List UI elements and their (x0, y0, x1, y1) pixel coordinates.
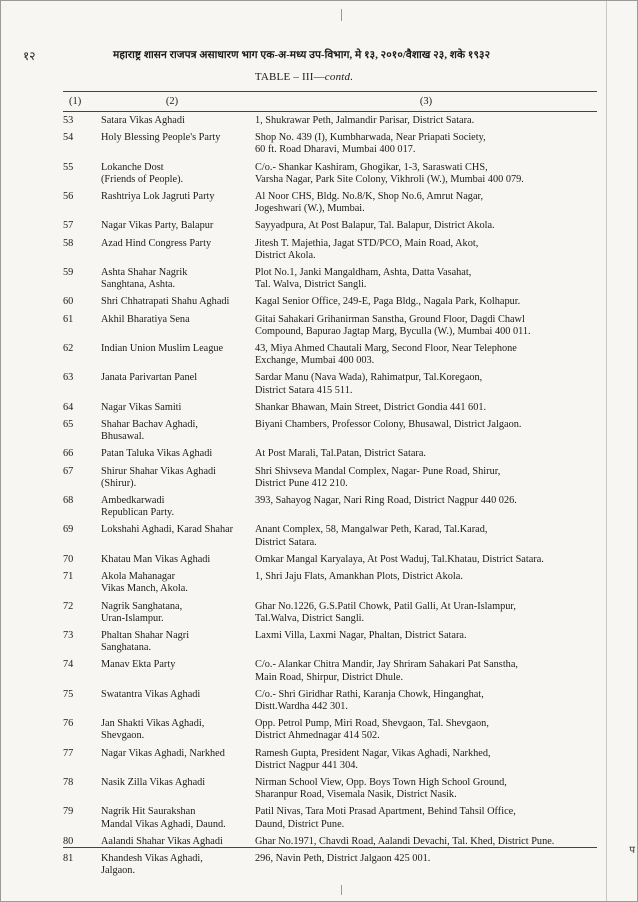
party-name (89, 745, 255, 774)
table-row (63, 745, 597, 774)
serial-number: 59 (63, 267, 74, 279)
serial-number: 64 (63, 401, 74, 413)
party-address (255, 311, 597, 340)
party-name-line: Ashta Shahar Nagrik (101, 267, 188, 279)
party-name-line: Vikas Manch, Akola. (101, 583, 188, 595)
party-name (89, 850, 255, 879)
party-name-line: Khatau Man Vikas Aghadi (101, 553, 211, 565)
serial-number: 81 (63, 852, 74, 864)
party-address (255, 803, 597, 832)
party-address (255, 492, 597, 521)
party-name-line: Nagrik Sanghatana, (101, 600, 183, 612)
party-name-line: Nagar Vikas Party, Balapur (101, 220, 214, 232)
table-row (63, 803, 597, 832)
table-row (63, 159, 597, 188)
table-row (63, 264, 597, 293)
party-name-line: Manav Ekta Party (101, 659, 176, 671)
party-name-line: Uran-Islampur. (101, 612, 164, 624)
table-row (63, 627, 597, 656)
table-row (63, 463, 597, 492)
party-address (255, 235, 597, 264)
address-line: District Satara 415 511. (255, 384, 353, 396)
serial-number: 73 (63, 629, 74, 641)
table-row (63, 686, 597, 715)
table-row (63, 656, 597, 685)
party-name (89, 627, 255, 656)
party-name-line: (Friends of People). (101, 173, 184, 185)
serial-number: 71 (63, 571, 74, 583)
party-name (89, 774, 255, 803)
address-line: Omkar Mangal Karyalaya, At Post Waduj, Tal.Khatau, District Satara. (255, 553, 544, 565)
serial-number: 70 (63, 553, 74, 565)
address-line: Nirman School View, Opp. Boys Town High School Ground, (255, 776, 507, 788)
margin-mark: प (629, 845, 635, 856)
party-name (89, 521, 255, 550)
table-row (63, 293, 597, 310)
party-name (89, 217, 255, 234)
serial-number: 68 (63, 495, 74, 507)
address-line: C/o.- Alankar Chitra Mandir, Jay Shriram Sahakari Pat Sanstha, (255, 659, 518, 671)
address-line: Distt.Wardha 442 301. (255, 700, 348, 712)
serial-number: 63 (63, 372, 74, 384)
party-address (255, 715, 597, 744)
party-address (255, 850, 597, 879)
party-name (89, 463, 255, 492)
address-line: At Post Marali, Tal.Patan, District Satara. (255, 448, 426, 460)
table-row (63, 399, 597, 416)
party-address (255, 112, 597, 130)
party-name-line: Jalgaon. (101, 865, 136, 877)
serial-number: 55 (63, 161, 74, 173)
address-line: Shop No. 439 (I), Kumbharwada, Near Priapati Society, (255, 132, 486, 144)
address-line: Al Noor CHS, Bldg. No.8/K, Shop No.6, Amrut Nagar, (255, 191, 484, 203)
party-name-line: Azad Hind Congress Party (101, 237, 212, 249)
party-name (89, 235, 255, 264)
table-header-row (63, 92, 597, 112)
page-header (23, 45, 597, 65)
address-line: Ghar No.1226, G.S.Patil Chowk, Patil Galli, At Uran-Islampur, (255, 600, 516, 612)
party-address (255, 598, 597, 627)
address-line: District Pune 412 210. (255, 477, 348, 489)
party-name-line: Aalandi Shahar Vikas Aghadi (101, 835, 223, 847)
serial-number: 60 (63, 296, 74, 308)
party-address (255, 445, 597, 462)
column-header-3: (3) (255, 92, 597, 112)
serial-number: 66 (63, 448, 74, 460)
address-line: 393, Sahayog Nagar, Nari Ring Road, District Nagpur 440 026. (255, 495, 517, 507)
party-name-line: Khandesh Vikas Aghadi, (101, 852, 203, 864)
party-name-line: Akola Mahanagar (101, 571, 176, 583)
party-name (89, 264, 255, 293)
column-header-2: (2) (89, 92, 255, 112)
party-name-line: Akhil Bharatiya Sena (101, 313, 190, 325)
address-line: 1, Shri Jaju Flats, Amankhan Plots, District Akola. (255, 571, 463, 583)
party-address (255, 774, 597, 803)
table-body (63, 112, 597, 880)
crop-mark-top (341, 9, 342, 21)
party-address (255, 627, 597, 656)
address-line: Jitesh T. Majethia, Jagat STD/PCO, Main Road, Akot, (255, 237, 479, 249)
binding-edge (606, 1, 607, 901)
party-address (255, 656, 597, 685)
serial-number: 57 (63, 220, 74, 232)
party-name-line: Rashtriya Lok Jagruti Party (101, 191, 215, 203)
party-name (89, 311, 255, 340)
table-title (1, 71, 607, 83)
party-name-line: Swatantra Vikas Aghadi (101, 688, 201, 700)
party-name-line: Shri Chhatrapati Shahu Aghadi (101, 296, 230, 308)
party-name-line: Nagar Vikas Samiti (101, 401, 182, 413)
address-line: C/o.- Shri Giridhar Rathi, Karanja Chowk, Hinganghat, (255, 688, 484, 700)
running-head: महाराष्ट्र शासन राजपत्र असाधारण भाग एक-अ-मध्य उप-विभाग, मे १३, २०१०/वैशाख २३, शके १९३२ (113, 50, 491, 61)
address-line: Ghar No.1971, Chavdi Road, Aalandi Devachi, Tal. Khed, District Pune. (255, 835, 555, 847)
address-line: C/o.- Shankar Kashiram, Ghogikar, 1-3, Saraswati CHS, (255, 161, 488, 173)
table-row (63, 112, 597, 130)
address-line: Sardar Manu (Nava Wada), Rahimatpur, Tal.Koregaon, (255, 372, 483, 384)
serial-number: 76 (63, 718, 74, 730)
party-name-line: Indian Union Muslim League (101, 343, 224, 355)
party-name (89, 293, 255, 310)
address-line: District Ahmednagar 414 502. (255, 730, 380, 742)
party-name (89, 715, 255, 744)
table-row (63, 551, 597, 568)
party-name (89, 416, 255, 445)
serial-number: 78 (63, 776, 74, 788)
serial-number: 74 (63, 659, 74, 671)
column-header-1: (1) (63, 92, 89, 112)
address-line: 296, Navin Peth, District Jalgaon 425 001. (255, 852, 431, 864)
table-row (63, 235, 597, 264)
address-line: Varsha Nagar, Park Site Colony, Vikhroli (W.), Mumbai 400 079. (255, 173, 524, 185)
party-address (255, 159, 597, 188)
party-name (89, 369, 255, 398)
party-name-line: Mandal Vikas Aghadi, Daund. (101, 818, 226, 830)
table-row (63, 188, 597, 217)
party-address (255, 686, 597, 715)
party-name (89, 129, 255, 158)
party-name (89, 598, 255, 627)
table-row (63, 340, 597, 369)
party-address (255, 568, 597, 597)
party-name (89, 399, 255, 416)
party-name-line: Shirur Shahar Vikas Aghadi (101, 465, 217, 477)
table-row (63, 850, 597, 879)
party-address (255, 369, 597, 398)
address-line: District Satara. (255, 536, 317, 548)
party-name-line: Janata Parivartan Panel (101, 372, 198, 384)
party-address (255, 521, 597, 550)
table-row (63, 369, 597, 398)
table-row (63, 217, 597, 234)
party-name (89, 445, 255, 462)
address-line: Anant Complex, 58, Mangalwar Peth, Karad, Tal.Karad, (255, 524, 488, 536)
party-address (255, 264, 597, 293)
party-name-line: Patan Taluka Vikas Aghadi (101, 448, 213, 460)
table-title-text: TABLE – III— (254, 71, 325, 83)
party-address (255, 293, 597, 310)
crop-mark-bottom (341, 885, 342, 895)
party-name (89, 551, 255, 568)
address-line: 60 ft. Road Dharavi, Mumbai 400 017. (255, 144, 416, 156)
serial-number: 58 (63, 237, 74, 249)
serial-number: 53 (63, 115, 74, 126)
serial-number: 54 (63, 132, 74, 144)
party-name-line: Sanghtana, Ashta. (101, 279, 176, 291)
address-line: 1, Shukrawar Peth, Jalmandir Parisar, District Satara. (255, 115, 475, 126)
table-row (63, 715, 597, 744)
table-title-contd: contd. (324, 71, 354, 83)
address-line: Daund, District Pune. (255, 818, 345, 830)
party-name (89, 112, 255, 130)
serial-number: 79 (63, 806, 74, 818)
party-name-line: Nasik Zilla Vikas Aghadi (101, 776, 206, 788)
table-row (63, 311, 597, 340)
table-bottom-rule (63, 847, 597, 848)
party-name-line: Shevgaon. (101, 730, 145, 742)
serial-number: 62 (63, 343, 74, 355)
party-address (255, 399, 597, 416)
party-name-line: Republican Party. (101, 507, 175, 519)
party-name (89, 568, 255, 597)
party-name-line: Lokanche Dost (101, 161, 164, 173)
table-row (63, 598, 597, 627)
address-line: District Akola. (255, 249, 316, 261)
address-line: Jogeshwari (W.), Mumbai. (255, 203, 365, 215)
party-name-line: (Shirur). (101, 477, 137, 489)
address-line: Sharanpur Road, Visemala Nasik, District Nasik. (255, 789, 457, 801)
serial-number: 56 (63, 191, 74, 203)
party-name-line: Jan Shakti Vikas Aghadi, (101, 718, 205, 730)
party-address (255, 129, 597, 158)
party-name (89, 188, 255, 217)
address-line: Kagal Senior Office, 249-E, Paga Bldg., Nagala Park, Kolhapur. (255, 296, 521, 308)
address-line: Biyani Chambers, Professor Colony, Bhusawal, District Jalgaon. (255, 419, 522, 431)
party-table-container (63, 91, 597, 879)
party-name (89, 159, 255, 188)
serial-number: 67 (63, 465, 74, 477)
party-name-line: Ambedkarwadi (101, 495, 165, 507)
party-name-line: Nagrik Hit Saurakshan (101, 806, 196, 818)
table-row (63, 129, 597, 158)
address-line: Plot No.1, Janki Mangaldham, Ashta, Datta Vasahat, (255, 267, 472, 279)
address-line: Laxmi Villa, Laxmi Nagar, Phaltan, District Satara. (255, 629, 467, 641)
address-line: District Nagpur 441 304. (255, 759, 358, 771)
party-name-line: Shahar Bachav Aghadi, (101, 419, 198, 431)
address-line: Tal. Walva, District Sangli. (255, 279, 367, 291)
table-row (63, 492, 597, 521)
party-name-line: Holy Blessing People's Party (101, 132, 221, 144)
address-line: Tal.Walva, District Sangli. (255, 612, 365, 624)
table-row (63, 521, 597, 550)
address-line: Sayyadpura, At Post Balapur, Tal. Balapur, District Akola. (255, 220, 495, 232)
party-name (89, 492, 255, 521)
serial-number: 65 (63, 419, 74, 431)
party-name-line: Nagar Vikas Aghadi, Narkhed (101, 747, 225, 759)
party-name-line: Lokshahi Aghadi, Karad Shahar (101, 524, 234, 536)
party-table (63, 91, 597, 879)
party-address (255, 340, 597, 369)
address-line: Compound, Bapurao Jagtap Marg, Byculla (W.), Mumbai 400 011. (255, 325, 531, 337)
address-line: Shankar Bhawan, Main Street, District Gondia 441 601. (255, 401, 487, 413)
address-line: Patil Nivas, Tara Moti Prasad Apartment, Behind Tahsil Office, (255, 806, 516, 818)
address-line: Exchange, Mumbai 400 003. (255, 355, 375, 367)
address-line: Gitai Sahakari Grihanirman Sanstha, Ground Floor, Dagdi Chawl (255, 313, 525, 325)
party-name (89, 803, 255, 832)
serial-number: 80 (63, 835, 74, 847)
party-name-line: Bhusawal. (101, 431, 145, 443)
serial-number: 72 (63, 600, 74, 612)
party-name (89, 686, 255, 715)
address-line: 43, Miya Ahmed Chautali Marg, Second Floor, Near Telephone (255, 343, 517, 355)
party-name (89, 656, 255, 685)
address-line: Opp. Petrol Pump, Miri Road, Shevgaon, Tal. Shevgaon, (255, 718, 489, 730)
serial-number: 77 (63, 747, 74, 759)
party-name (89, 340, 255, 369)
party-name-line: Sanghatana. (101, 642, 152, 654)
address-line: Main Road, Shirpur, District Dhule. (255, 671, 404, 683)
party-address (255, 188, 597, 217)
table-row (63, 445, 597, 462)
party-address (255, 463, 597, 492)
party-address (255, 217, 597, 234)
serial-number: 75 (63, 688, 74, 700)
party-address (255, 416, 597, 445)
serial-number: 69 (63, 524, 74, 536)
party-name-line: Phaltan Shahar Nagri (101, 629, 190, 641)
table-row (63, 568, 597, 597)
party-name-line: Satara Vikas Aghadi (101, 115, 185, 126)
address-line: Shri Shivseva Mandal Complex, Nagar- Pune Road, Shirur, (255, 465, 501, 477)
party-address (255, 551, 597, 568)
address-line: Ramesh Gupta, President Nagar, Vikas Aghadi, Narkhed, (255, 747, 491, 759)
table-row (63, 774, 597, 803)
table-row (63, 416, 597, 445)
page-number: १२ (23, 48, 36, 63)
serial-number: 61 (63, 313, 74, 325)
party-address (255, 745, 597, 774)
